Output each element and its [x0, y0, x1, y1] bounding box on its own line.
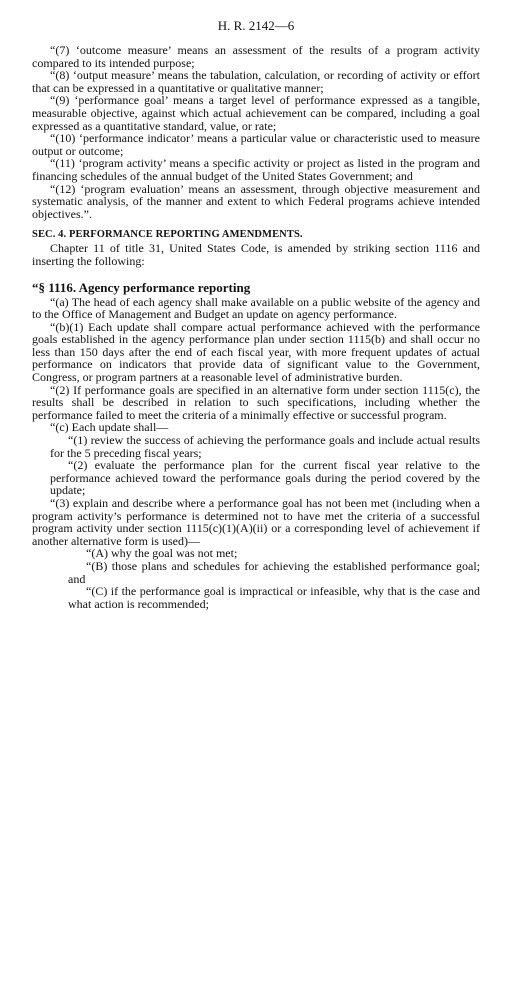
page-header: H. R. 2142—6 — [217, 18, 295, 33]
section-4-intro: Chapter 11 of title 31, United States Code, is amended by striking section 1116 and inserting the following: — [32, 241, 480, 268]
definition-program-activity: “(11) ‘program activity’ means a specific activity or project as listed in the program and financing schedules of the annual budget of the United States Government; and — [32, 156, 480, 183]
subparagraph-b: “(B) those plans and schedules for achieving the established performance goal; and — [68, 558, 480, 586]
document-page — [32, 18, 480, 610]
definition-performance-goal: “(9) ‘performance goal’ means a target level of performance expressed as a tangible, measurable objective, against which actual achievement can be compared, including a goal expressed as a quantitative standard, value, or rate; — [32, 93, 480, 133]
definition-performance-indicator: “(10) ‘performance indicator’ means a particular value or characteristic used to measure output or outcome; — [32, 131, 480, 158]
definition-program-evaluation: “(12) ‘program evaluation’ means an assessment, through objective measurement and systematic analysis, of the manner and extent to which Federal programs achieve intended objectives.”. — [32, 181, 480, 221]
section-4-heading: SEC. 4. PERFORMANCE REPORTING AMENDMENTS. — [32, 229, 303, 241]
paragraph-b1: “(b)(1) Each update shall compare actual performance achieved with the performance goals established in the agency performance plan under section 1115(b) and shall occur no less than 150 days after the end of each fiscal year, with more frequent updates of actual performance on indicators that provide data of significant value to the Government, Congress, or program partners at a reasonable level of administrative burden. — [32, 319, 480, 385]
paragraph-c1: “(1) review the success of achieving the performance goals and include actual results for the 5 preceding fiscal years; — [50, 433, 480, 460]
definition-output-measure: “(8) ‘output measure’ means the tabulation, calculation, or recording of activity or effort that can be expressed in a quantitative or qualitative manner; — [32, 68, 480, 95]
paragraph-c2: “(2) evaluate the performance plan for the current fiscal year relative to the performance achieved toward the performance goals during the period covered by the update; — [50, 458, 480, 498]
definitions-list — [32, 44, 480, 220]
paragraph-c: “(c) Each update shall— — [50, 420, 169, 435]
subparagraph-c: “(C) if the performance goal is impractical or infeasible, why that is the case and what action is recommended; — [68, 584, 480, 611]
paragraph-c3: “(3) explain and describe where a performance goal has not been met (including when a program activity’s performance is determined not to have met the criteria of a successful program activity under section 1115(c)(1)(A)(ii) or a corresponding level of achievement if another alternative form is used)— — [32, 496, 480, 548]
paragraph-a: “(a) The head of each agency shall make available on a public website of the agency and to the Office of Management and Budget an update on agency performance. — [32, 294, 480, 322]
definition-outcome-measure: “(7) ‘outcome measure’ means an assessment of the results of a program activity compared to its intended purpose; — [32, 43, 480, 70]
paragraph-b2: “(2) If performance goals are specified in an alternative form under section 1115(c), the results shall be described in relation to such specifications, including whether the performance failed to meet the criteria of a minimally effective or successful program. — [32, 382, 480, 422]
subparagraph-a: “(A) why the goal was not met; — [86, 546, 238, 561]
section-1116-title: “§ 1116. Agency performance reporting — [32, 279, 251, 295]
